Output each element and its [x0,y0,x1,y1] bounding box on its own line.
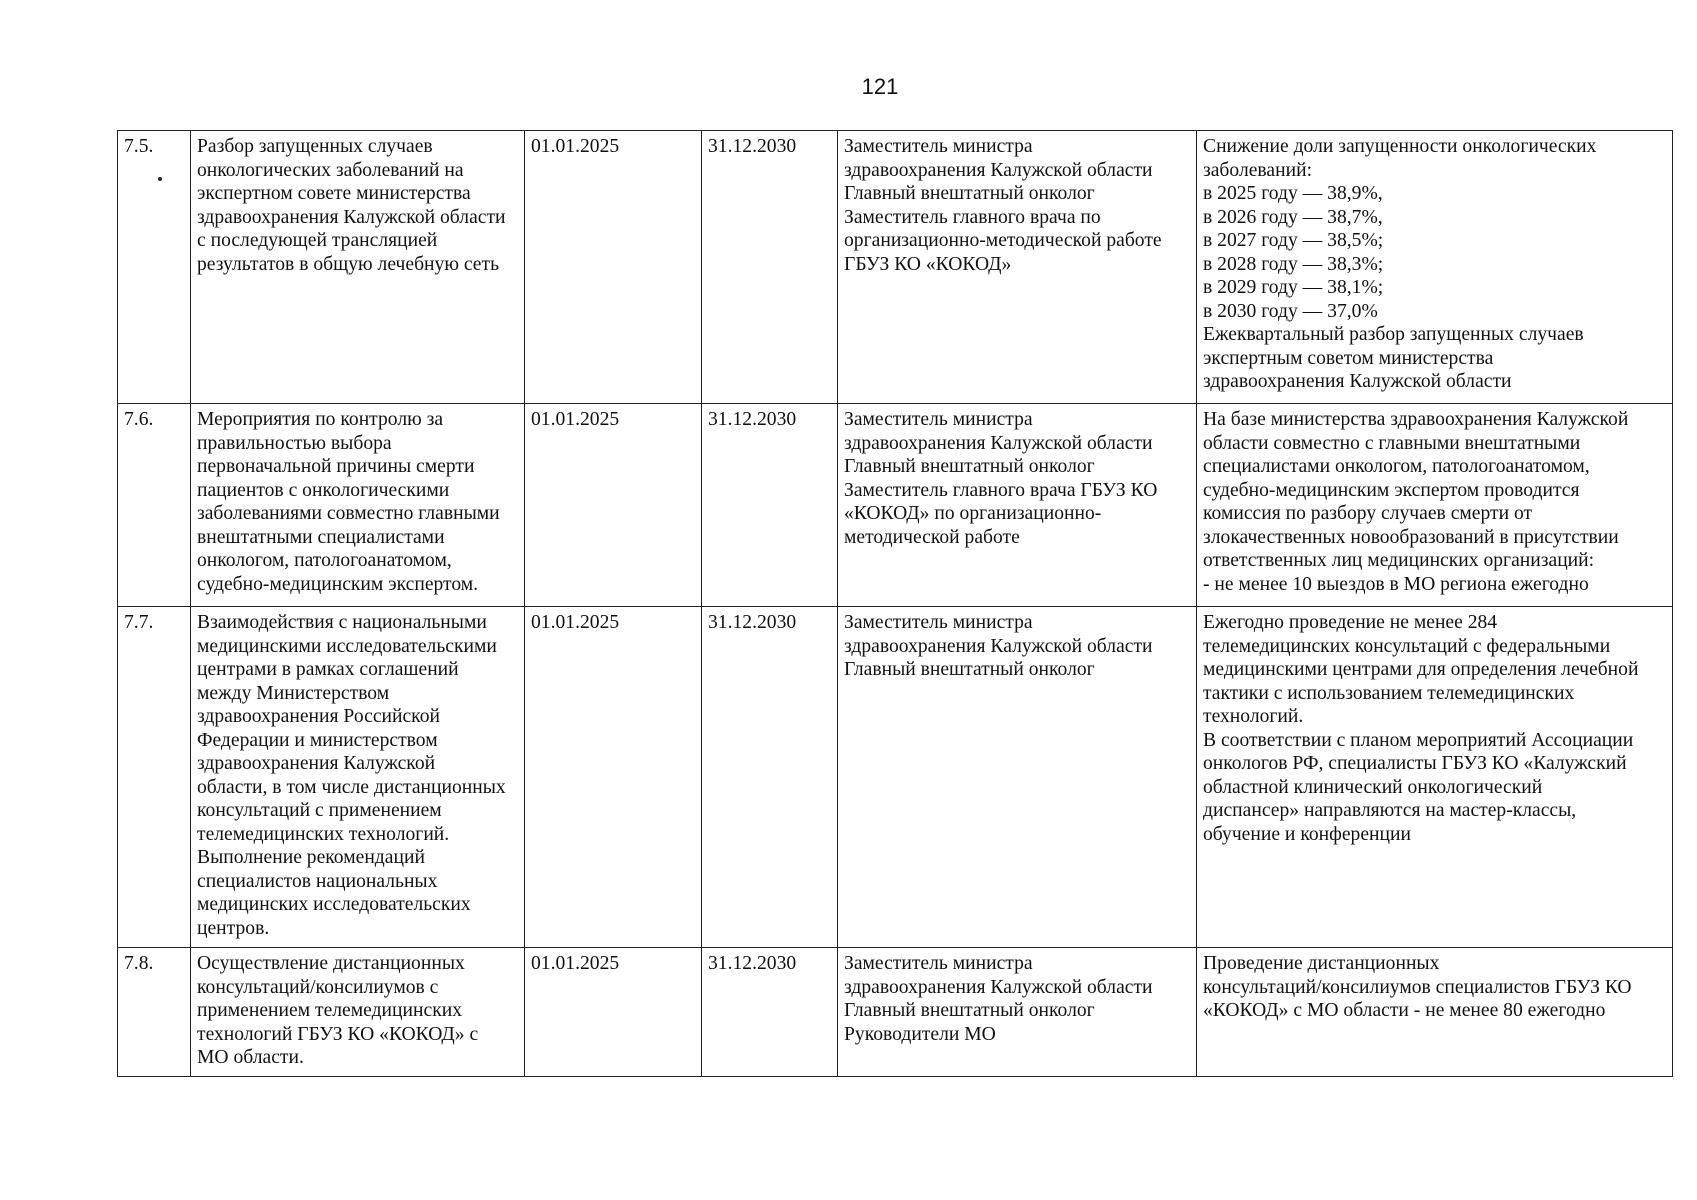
cell-text-line: здравоохранения Российской [197,706,440,727]
cell-text-line: обучение и конференции [1203,823,1411,845]
cell-text-line: здравоохранения Калужской области [1203,371,1512,392]
responsible-cell [838,131,1197,404]
cell-text-line: специалистами онкологом, патологоанатомом, [1203,456,1590,477]
result-cell [1197,131,1673,404]
cell-text-line: ответственных лиц медицинских организаций: [1203,550,1595,571]
cell-text-line: Мероприятия по контролю за [197,409,444,430]
end-date-cell: 31.12.2030 [702,404,838,607]
cell-text-line: Федерации и министерством [197,729,438,751]
cell-text-line: Руководители МО [844,1023,996,1045]
cell-text-line: Осуществление дистанционных [197,953,465,974]
row-number: 7.5. [124,136,154,157]
cell-text-line: - не менее 10 выездов в МО региона ежегодно [1203,573,1589,595]
cell-text-line: онкологических заболеваний на [197,159,464,181]
cell-text-line: заболеваниями совместно главными [197,503,500,524]
cell-text-line: технологий ГБУЗ КО «КОКОД» с [197,1023,479,1045]
table-row [118,404,1673,607]
cell-text-line: Главный внештатный онколог [844,456,1095,477]
start-date-cell: 01.01.2025 [525,948,702,1077]
cell-text-line: специалистов национальных [197,870,438,892]
activity-cell [191,607,525,948]
row-number-cell: 7.8. [118,948,191,1077]
start-date-cell: 01.01.2025 [525,607,702,948]
cell-text-line: в 2025 году — 38,9%, [1203,183,1383,204]
table-row [118,607,1673,948]
stray-dot [158,177,162,181]
cell-text-line: Главный внештатный онколог [844,183,1095,204]
end-date-cell: 31.12.2030 [702,607,838,948]
cell-text-line: злокачественных новообразований в присутствии [1203,526,1619,548]
cell-text-line: с последующей трансляцией [197,230,438,251]
cell-text-line: применением телемедицинских [197,1000,462,1021]
cell-text-line: консультаций/консилиумов специалистов ГБУЗ КО [1203,976,1632,998]
page-number: 121 [861,74,899,99]
cell-text-line: результатов в общую лечебную сеть [197,253,499,275]
cell-text-line: областной клинический онкологический [1203,776,1543,798]
row-number-cell: 7.7. [118,607,191,948]
cell-text-line: Взаимодействия с национальными [197,612,487,633]
cell-text-line: области, в том числе дистанционных [197,776,506,798]
cell-text-line: онкологов РФ, специалисты ГБУЗ КО «Калужский [1203,753,1627,774]
cell-text-line: здравоохранения Калужской области [844,976,1153,998]
row-number-cell: 7.6. [118,404,191,607]
cell-text-line: Ежегодно проведение не менее 284 [1203,612,1498,633]
cell-text-line: Разбор запущенных случаев [197,136,433,157]
cell-text-line: судебно-медицинским экспертом проводится [1203,479,1580,501]
cell-text-line: Снижение доли запущенности онкологических [1203,136,1597,157]
cell-text-line: Главный внештатный онколог [844,659,1095,680]
result-cell [1197,404,1673,607]
cell-text-line: Заместитель министра [844,136,1033,157]
cell-text-line: здравоохранения Калужской области [197,206,506,228]
cell-text-line: Главный внештатный онколог [844,1000,1095,1021]
start-date-cell: 01.01.2025 [525,404,702,607]
table-row [118,948,1673,1077]
cell-text-line: диспансер» направляются на мастер-классы, [1203,800,1577,821]
cell-text-line: в 2030 году — 37,0% [1203,300,1378,322]
activity-cell [191,404,525,607]
cell-text-line: области совместно с главными внештатными [1203,432,1581,454]
result-cell [1197,948,1673,1077]
activity-cell [191,131,525,404]
cell-text-line: телемедицинских технологий. [197,823,450,845]
cell-text-line: консультаций/консилиумов с [197,976,439,998]
cell-text-line: внештатными специалистами [197,526,445,548]
table-body [118,131,1673,1077]
cell-text-line: комиссия по разбору случаев смерти от [1203,503,1533,524]
cell-text-line: медицинскими исследовательскими [197,635,497,657]
activity-cell [191,948,525,1077]
cell-text-line: медицинскими центрами для определения лечебной [1203,659,1639,680]
cell-text-line: заболеваний: [1203,159,1313,181]
cell-text-line: судебно-медицинским экспертом. [197,573,479,595]
cell-text-line: экспертном совете министерства [197,183,471,204]
cell-text-line: здравоохранения Калужской области [844,432,1153,454]
cell-text-line: телемедицинских консультаций с федеральными [1203,635,1611,657]
cell-text-line: ГБУЗ КО «КОКОД» [844,253,1012,275]
cell-text-line: В соответствии с планом мероприятий Ассоциации [1203,729,1634,751]
cell-text-line: Заместитель министра [844,612,1033,633]
cell-text-line: Заместитель главного врача ГБУЗ КО [844,479,1158,501]
cell-text-line: в 2028 году — 38,3%; [1203,253,1384,275]
cell-text-line: здравоохранения Калужской [197,753,436,774]
cell-text-line: правильностью выбора [197,432,392,454]
end-date-cell: 31.12.2030 [702,131,838,404]
cell-text-line: в 2027 году — 38,5%; [1203,230,1384,251]
row-number-cell [118,131,191,404]
cell-text-line: между Министерством [197,682,390,704]
end-date-cell: 31.12.2030 [702,948,838,1077]
cell-text-line: организационно-методической работе [844,230,1162,251]
cell-text-line: Проведение дистанционных [1203,953,1440,974]
cell-text-line: «КОКОД» по организационно- [844,503,1102,524]
cell-text-line: здравоохранения Калужской области [844,635,1153,657]
cell-text-line: МО области. [197,1047,304,1068]
cell-text-line: в 2026 году — 38,7%, [1203,206,1383,228]
cell-text-line: экспертным советом министерства [1203,347,1494,369]
cell-text-line: Заместитель министра [844,409,1033,430]
cell-text-line: первоначальной причины смерти [197,456,475,477]
cell-text-line: Ежеквартальный разбор запущенных случаев [1203,324,1584,345]
cell-text-line: центров. [197,917,270,939]
table-row [118,131,1673,404]
responsible-cell [838,404,1197,607]
action-plan-table [117,130,1673,1077]
cell-text-line: Заместитель министра [844,953,1033,974]
cell-text-line: «КОКОД» с МО области - не менее 80 ежегодно [1203,1000,1606,1021]
cell-text-line: консультаций с применением [197,800,442,821]
responsible-cell [838,948,1197,1077]
cell-text-line: методической работе [844,526,1020,548]
cell-text-line: Заместитель главного врача по [844,206,1101,228]
cell-text-line: в 2029 году — 38,1%; [1203,277,1384,298]
cell-text-line: здравоохранения Калужской области [844,159,1153,181]
cell-text-line: центрами в рамках соглашений [197,659,459,680]
cell-text-line: На базе министерства здравоохранения Калужской [1203,409,1629,430]
cell-text-line: онкологом, патологоанатомом, [197,550,452,571]
cell-text-line: медицинских исследовательских [197,894,471,915]
cell-text-line: пациентов с онкологическими [197,479,450,501]
cell-text-line: тактики с использованием телемедицинских [1203,682,1575,704]
start-date-cell: 01.01.2025 [525,131,702,404]
cell-text-line: Выполнение рекомендаций [197,847,425,868]
responsible-cell [838,607,1197,948]
cell-text-line: технологий. [1203,706,1304,727]
result-cell [1197,607,1673,948]
